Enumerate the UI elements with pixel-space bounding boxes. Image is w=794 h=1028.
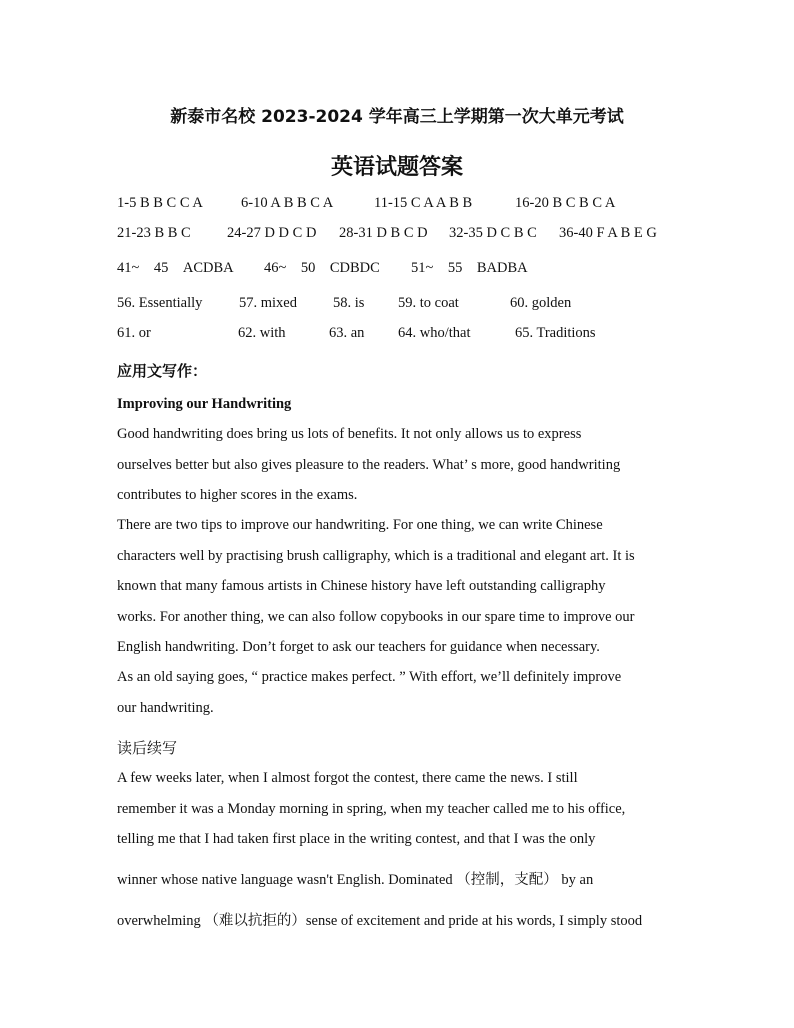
answer-group: 41~ 45 ACDBA bbox=[117, 260, 234, 276]
answer-item: 59. to coat bbox=[398, 295, 459, 311]
answer-key-title: 英语试题答案 bbox=[330, 154, 463, 180]
continuation-heading: 读后续写 bbox=[117, 739, 178, 757]
essay-line: There are two tips to improve our handwriting. For one thing, we can write Chinese bbox=[117, 517, 603, 533]
answer-group: 24-27 D D C D bbox=[227, 225, 317, 241]
answer-group: 1-5 B B C C A bbox=[117, 195, 203, 211]
essay-line: ourselves better but also gives pleasure to the readers. What’ s more, good handwriting bbox=[117, 457, 621, 473]
essay-line: known that many famous artists in Chinese history have left outstanding calligraphy bbox=[117, 578, 606, 594]
answer-item: 64. who/that bbox=[398, 325, 471, 341]
applied-writing-heading: 应用文写作： bbox=[117, 362, 208, 380]
essay-line: contributes to higher scores in the exams. bbox=[117, 487, 358, 503]
answer-group: 32-35 D C B C bbox=[449, 225, 537, 241]
answer-group: 51~ 55 BADBA bbox=[411, 260, 528, 276]
answer-item: 61. or bbox=[117, 325, 151, 341]
answer-item: 58. is bbox=[333, 295, 365, 311]
continuation-line: overwhelming （难以抗拒的）sense of excitement and pride at his words, I simply stood bbox=[117, 913, 643, 929]
answer-group: 6-10 A B B C A bbox=[241, 195, 334, 211]
exam-title: 新泰市名校 2023-2024 学年高三上学期第一次大单元考试 bbox=[170, 107, 624, 127]
essay-line: works. For another thing, we can also follow copybooks in our spare time to improve our bbox=[117, 609, 635, 625]
answer-group: 36-40 F A B E G bbox=[559, 225, 657, 241]
essay-title: Improving our Handwriting bbox=[117, 396, 292, 412]
continuation-line: telling me that I had taken first place in the writing contest, and that I was the only bbox=[117, 831, 596, 847]
answer-item: 65. Traditions bbox=[515, 325, 596, 341]
answer-group: 11-15 C A A B B bbox=[374, 195, 473, 211]
answer-item: 62. with bbox=[238, 325, 286, 341]
continuation-line: winner whose native language wasn't English. Dominated （控制，支配） by an bbox=[117, 872, 594, 888]
answer-item: 63. an bbox=[329, 325, 365, 341]
answer-group: 46~ 50 CDBDC bbox=[264, 260, 380, 276]
answer-item: 56. Essentially bbox=[117, 295, 203, 311]
continuation-line: A few weeks later, when I almost forgot the contest, there came the news. I still bbox=[117, 770, 578, 786]
essay-line: English handwriting. Don’t forget to ask our teachers for guidance when necessary. bbox=[117, 639, 600, 655]
answer-item: 57. mixed bbox=[239, 295, 297, 311]
answer-group: 28-31 D B C D bbox=[339, 225, 428, 241]
essay-line: As an old saying goes, “ practice makes perfect. ” With effort, we’ll definitely improve bbox=[117, 669, 622, 685]
essay-line: our handwriting. bbox=[117, 700, 214, 716]
essay-line: characters well by practising brush calligraphy, which is a traditional and elegant art. It is bbox=[117, 548, 635, 564]
answer-item: 60. golden bbox=[510, 295, 572, 311]
continuation-line: remember it was a Monday morning in spring, when my teacher called me to his office, bbox=[117, 801, 626, 817]
answer-group: 21-23 B B C bbox=[117, 225, 191, 241]
essay-line: Good handwriting does bring us lots of benefits. It not only allows us to express bbox=[117, 426, 582, 442]
answer-group: 16-20 B C B C A bbox=[515, 195, 616, 211]
